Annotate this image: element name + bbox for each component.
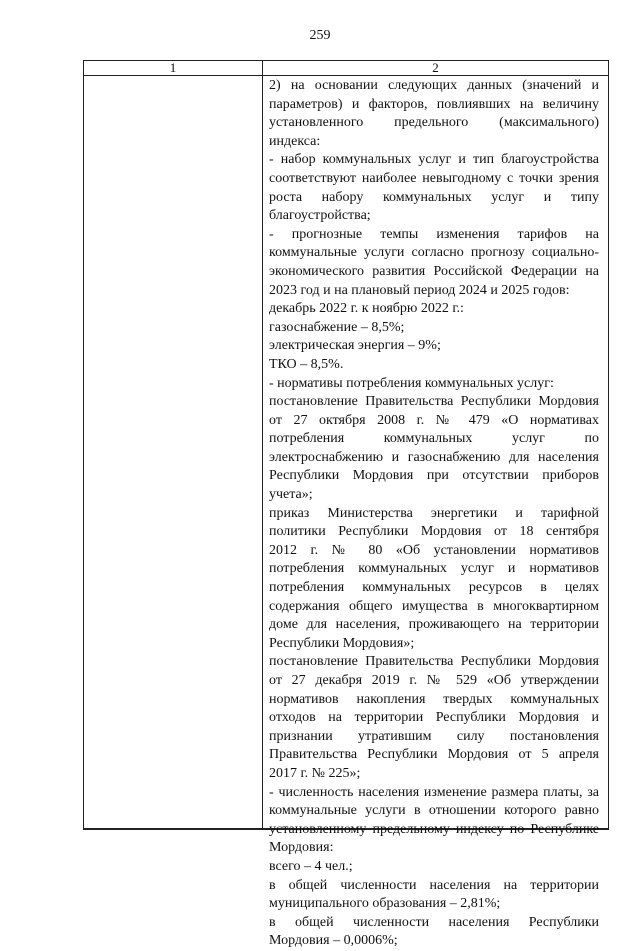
- text-line: электрическая энергия – 9%;: [269, 338, 441, 354]
- text-line: установленному предельному индексу по Республике: [269, 821, 599, 837]
- text-line: от 27 декабря 2019 г. № 529 «Об утверждении: [269, 673, 599, 688]
- text-line: потребления коммунальных услуг и нормативов: [269, 561, 599, 577]
- text-line: электроснабжению и газоснабжению для населения: [269, 449, 599, 465]
- text-line: соответствуют наиболее невыгодному с точки зрения: [269, 170, 599, 186]
- text-line: политики Республики Мордовия от 18 сентября: [269, 524, 599, 540]
- text-line: Республики Мордовия»;: [269, 635, 415, 651]
- page-number: 259: [309, 28, 331, 43]
- text-line: постановление Правительства Республики Мордовия: [269, 394, 599, 410]
- text-line: 2012 г. № 80 «Об установлении нормативов: [269, 542, 599, 558]
- text-line: коммунальные услуги согласно прогнозу социально-: [269, 245, 599, 261]
- document-table: [83, 60, 609, 949]
- text-line: Республики Мордовия при отсутствии приборов: [269, 468, 599, 484]
- text-line: благоустройства;: [269, 208, 371, 224]
- column-header-1: 1: [169, 60, 177, 75]
- text-line: приказ Министерства энергетики и тарифной: [269, 505, 599, 521]
- text-line: в общей численности населения на территории: [269, 877, 599, 893]
- text-line: роста набору коммунальных услуг и типу: [269, 189, 599, 205]
- text-line: доме для населения, проживающего на территории: [269, 617, 599, 633]
- text-line: в общей численности населения Республики: [269, 914, 599, 930]
- text-line: - численность населения изменение размера платы, за: [269, 784, 599, 800]
- column-divider: [262, 61, 263, 828]
- text-line: параметров) и факторов, повлиявших на величину: [269, 96, 599, 112]
- text-line: коммунальные услуги в отношении которого равно: [269, 803, 599, 819]
- text-line: потребления коммунальных услуг по: [269, 431, 599, 447]
- text-line: признании утратившим силу постановления: [269, 728, 599, 744]
- text-line: учета»;: [269, 487, 313, 503]
- text-line: - набор коммунальных услуг и тип благоустройства: [269, 152, 599, 168]
- text-line: нормативов накопления твердых коммунальных: [269, 691, 599, 707]
- text-line: Мордовия:: [269, 840, 334, 856]
- text-line: постановление Правительства Республики Мордовия: [269, 654, 599, 670]
- text-line: отходов на территории Республики Мордовия и: [269, 710, 599, 726]
- text-line: 2017 г. № 225»;: [269, 765, 361, 781]
- text-line: содержания общего имущества в многоквартирном: [269, 598, 599, 614]
- text-line: Мордовия – 0,0006%;: [269, 933, 398, 949]
- text-line: газоснабжение – 8,5%;: [269, 319, 405, 335]
- column-header-2: 2: [432, 60, 439, 75]
- text-line: Правительства Республики Мордовия от 5 апреля: [269, 747, 599, 763]
- text-line: установленного предельного (максимального): [269, 115, 599, 131]
- table-header-row: [84, 61, 608, 76]
- text-line: ТКО – 8,5%.: [269, 356, 344, 372]
- cell-content-column-2: [269, 77, 599, 951]
- text-line: всего – 4 чел.;: [269, 858, 353, 874]
- text-line: 2) на основании следующих данных (значений и: [269, 78, 599, 93]
- text-line: экономического развития Российской Федерации на: [269, 263, 599, 279]
- text-line: декабрь 2022 г. к ноябрю 2022 г.:: [269, 301, 464, 317]
- text-line: индекса:: [269, 133, 321, 149]
- text-line: потребления коммунальных ресурсов в целях: [269, 580, 599, 596]
- text-line: муниципального образования – 2,81%;: [269, 896, 501, 912]
- text-line: 2023 год и на плановый период 2024 и 2025 годов:: [269, 282, 570, 298]
- text-line: - нормативы потребления коммунальных услуг:: [269, 375, 554, 391]
- text-line: от 27 октября 2008 г. № 479 «О нормативах: [269, 412, 599, 428]
- text-line: - прогнозные темпы изменения тарифов на: [269, 226, 599, 242]
